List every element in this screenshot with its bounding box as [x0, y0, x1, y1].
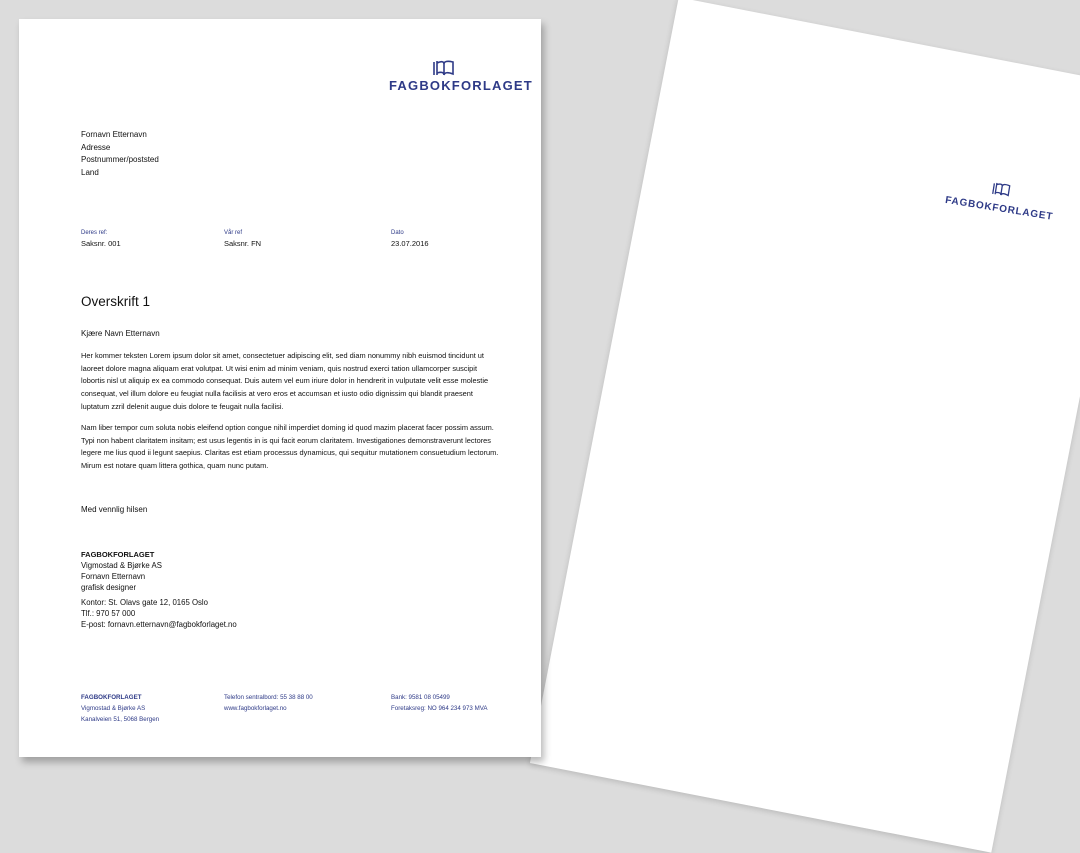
recipient-address — [81, 129, 159, 179]
ref-our — [224, 230, 261, 248]
footer-company: FAGBOKFORLAGET — [81, 694, 142, 701]
address-line: Postnummer/poststed — [81, 155, 159, 165]
back-logo-text: FAGBOKFORLAGET — [944, 194, 1054, 223]
ref-value: Saksnr. 001 — [81, 239, 121, 248]
front-letter-sheet — [19, 19, 541, 757]
salutation: Kjære Navn Etternavn — [81, 329, 160, 338]
footer-line: Telefon sentralbord: 55 38 88 00 — [224, 694, 313, 701]
ref-your — [81, 230, 121, 248]
footer-line: Bank: 9581 08 05499 — [391, 694, 450, 701]
footer-col-bank — [391, 693, 488, 715]
signature-company: FAGBOKFORLAGET — [81, 550, 155, 559]
logo — [389, 60, 533, 93]
contact-phone: Tlf.: 970 57 000 — [81, 609, 136, 618]
ref-label: Vår ref — [224, 230, 243, 236]
footer-line: Vigmostad & Bjørke AS — [81, 704, 146, 712]
contact-email: E-post: fornavn.etternavn@fagbokforlaget.no — [81, 620, 237, 629]
letter-heading: Overskrift 1 — [81, 294, 151, 309]
address-line: Land — [81, 167, 99, 177]
logo-text: FAGBOKFORLAGET — [389, 78, 533, 93]
book-logo-icon — [992, 181, 1012, 198]
signature-block — [81, 549, 162, 593]
footer-col-company — [81, 693, 159, 725]
contact-block — [81, 597, 237, 630]
signature-line: grafisk designer — [81, 583, 137, 592]
footer-line: Foretaksreg: NO 964 234 973 MVA — [391, 704, 488, 712]
ref-label: Deres ref: — [81, 230, 108, 236]
book-logo-icon — [433, 60, 455, 76]
closing: Med vennlig hilsen — [81, 505, 148, 514]
ref-label: Dato — [391, 230, 404, 236]
signature-line: Vigmostad & Bjørke AS — [81, 561, 162, 570]
back-letterhead-sheet — [530, 0, 1080, 853]
ref-value: 23.07.2016 — [391, 239, 429, 248]
footer-line: www.fagbokforlaget.no — [224, 704, 287, 712]
address-line: Adresse — [81, 142, 111, 152]
address-line: Fornavn Etternavn — [81, 130, 147, 139]
footer-line: Kanalveien 51, 5068 Bergen — [81, 715, 160, 723]
body-paragraph-2: Nam liber tempor cum soluta nobis eleifend option congue nihil imperdiet doming id quod mazim placerat facer possim assum. Typi non habent claritatem insitam; est usus legentis in is qui facit eorum claritatem. Investigationes demonstraverunt lectores legere me lius quod ii legunt saepius. Claritas est etiam processus dynamicus, qui sequitur mutationem consuetudium lectorum. Mirum est notare quam littera gothica, quam nunc putam. — [81, 423, 499, 471]
contact-office: Kontor: St. Olavs gate 12, 0165 Oslo — [81, 598, 208, 607]
body-paragraph-1: Her kommer teksten Lorem ipsum dolor sit amet, consectetuer adipiscing elit, sed diam nonummy nibh euismod tincidunt ut laoreet dolore magna aliquam erat volutpat. Ut wisi enim ad minim veniam, quis nostrud exerci tation ullamcorper suscipit lobortis nisl ut aliquip ex ea commodo consequat. Duis autem vel eum iriure dolor in hendrerit in vulputate velit esse molestie consequat, vel illum dolore eu feugiat nulla facilisis at vero eros et accumsan et iusto odio dignissim qui blandit praesent luptatum zzril delenit augue duis dolore te feugait nulla facilisi. — [81, 351, 489, 411]
back-logo — [944, 174, 1057, 223]
footer-col-contact — [224, 693, 313, 715]
ref-date — [391, 230, 429, 248]
signature-line: Fornavn Etternavn — [81, 572, 146, 581]
ref-value: Saksnr. FN — [224, 239, 262, 248]
